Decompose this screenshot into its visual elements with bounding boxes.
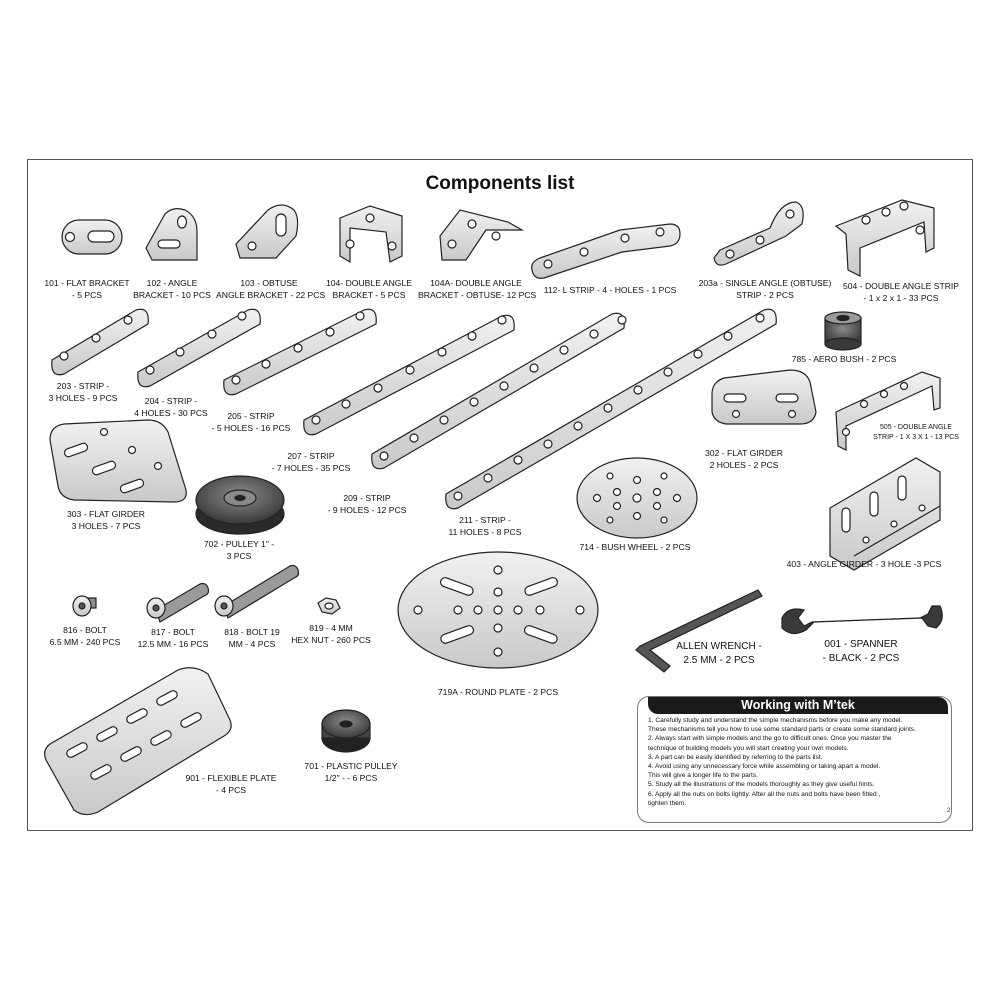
instruction-line: technique of building models you will start creating your own models. bbox=[648, 744, 849, 752]
label-702: 702 - PULLEY 1" - 3 PCS bbox=[203, 539, 275, 561]
flat-bracket-part bbox=[62, 220, 122, 254]
instruction-line: tighten them. bbox=[648, 799, 687, 807]
label-714: 714 - BUSH WHEEL - 2 PCS bbox=[579, 542, 691, 552]
label-504: 504 - DOUBLE ANGLE STRIP - 1 x 2 x 1 - 33 PCS bbox=[842, 281, 960, 303]
instruction-line: 2. Always start with simple models and the go to difficult ones. Once you master the bbox=[648, 735, 892, 743]
round-plate-part bbox=[398, 552, 598, 668]
bolt-6-5mm-part bbox=[73, 596, 96, 616]
label-112: 112- L STRIP - 4 - HOLES - 1 PCS bbox=[543, 285, 677, 295]
label-817: 817 - BOLT 12.5 MM - 16 PCS bbox=[137, 627, 209, 649]
instruction-line: This will give a longer life to the parts. bbox=[648, 772, 758, 780]
l-strip-part bbox=[532, 224, 680, 278]
instruction-line: 6. Apply all the nuts on bolts lightly. After all the nuts and bolts have been fitted , bbox=[648, 790, 881, 798]
label-101: 101 - FLAT BRACKET - 5 PCS bbox=[44, 278, 130, 300]
label-001: 001 - SPANNER - BLACK - 2 PCS bbox=[822, 639, 900, 664]
panel-heading: Working with M’tek bbox=[648, 697, 948, 714]
label-403: 403 - ANGLE GIRDER - 3 HOLE -3 PCS bbox=[786, 559, 942, 569]
label-104: 104- DOUBLE ANGLE BRACKET - 5 PCS bbox=[326, 278, 412, 300]
flat-girder-3-holes-part bbox=[50, 420, 186, 502]
label-505: 505 - DOUBLE ANGLE STRIP - 1 X 3 X 1 - 13 PCS bbox=[873, 424, 959, 441]
aero-bush-part bbox=[825, 312, 861, 350]
label-302: 302 - FLAT GIRDER 2 HOLES - 2 PCS bbox=[704, 448, 783, 470]
spanner-part bbox=[782, 606, 942, 634]
label-816: 816 - BOLT 6.5 MM - 240 PCS bbox=[49, 625, 121, 647]
instruction-line: 3. A part can be easily identified by referring to the parts list. bbox=[648, 753, 823, 761]
page-title: Components list bbox=[425, 173, 575, 194]
bolt-19mm-part bbox=[215, 566, 299, 619]
instruction-line: 4. Avoid using any unnecessary force while assembling or taking apart a model. bbox=[648, 763, 881, 771]
instruction-line: 1. Carefully study and understand the simple mechanisms before you make any model. bbox=[648, 717, 903, 724]
label-303: 303 - FLAT GIRDER 3 HOLES - 7 PCS bbox=[66, 509, 145, 531]
double-angle-strip-part bbox=[836, 200, 934, 276]
flat-girder-2-holes-part bbox=[712, 370, 816, 424]
angle-bracket-part bbox=[146, 209, 197, 260]
instruction-line: These mechanisms tell you how to use some standard parts or create some standard joints. bbox=[648, 726, 916, 734]
label-719a: 719A - ROUND PLATE - 2 PCS bbox=[437, 687, 559, 697]
single-angle-obtuse-strip-part bbox=[714, 202, 803, 265]
instruction-list bbox=[648, 716, 948, 808]
label-allen-wrench: ALLEN WRENCH - 2.5 MM - 2 PCS bbox=[676, 641, 762, 666]
label-701: 701 - PLASTIC PULLEY 1/2" - - 6 PCS bbox=[304, 761, 398, 783]
instruction-line: 5. Study all the illustrations of the models thoroughly as they give useful hints. bbox=[648, 781, 875, 789]
label-785: 785 - AERO BUSH - 2 PCS bbox=[791, 354, 897, 364]
angle-girder-part bbox=[830, 458, 940, 570]
label-207: 207 - STRIP - 7 HOLES - 35 PCS bbox=[271, 451, 351, 473]
label-102: 102 - ANGLE BRACKET - 10 PCS bbox=[133, 278, 211, 300]
label-211: 211 - STRIP - 11 HOLES - 8 PCS bbox=[448, 515, 522, 537]
double-angle-bracket-obtuse-part bbox=[440, 210, 522, 260]
bolt-12-5mm-part bbox=[147, 584, 209, 623]
label-104a: 104A- DOUBLE ANGLE BRACKET - OBTUSE- 12 PCS bbox=[418, 278, 537, 300]
label-203: 203 - STRIP - 3 HOLES - 9 PCS bbox=[48, 381, 118, 403]
hex-nut-part bbox=[318, 598, 340, 614]
label-103: 103 - OBTUSE ANGLE BRACKET - 22 PCS bbox=[216, 278, 326, 300]
bush-wheel-part bbox=[577, 458, 697, 538]
working-with-mtek-panel bbox=[637, 696, 952, 823]
label-819: 819 - 4 MM HEX NUT - 260 PCS bbox=[291, 623, 371, 645]
page-number: 2 bbox=[947, 808, 951, 814]
double-angle-bracket-part bbox=[340, 206, 402, 262]
label-205: 205 - STRIP - 5 HOLES - 16 PCS bbox=[211, 411, 291, 433]
label-818: 818 - BOLT 19 MM - 4 PCS bbox=[224, 627, 280, 649]
label-203a: 203a - SINGLE ANGLE (OBTUSE) STRIP - 2 PCS bbox=[698, 278, 832, 300]
pulley-1-inch-part bbox=[196, 476, 284, 534]
plastic-pulley-part bbox=[322, 710, 370, 752]
obtuse-angle-bracket-part bbox=[236, 205, 298, 258]
label-209: 209 - STRIP - 9 HOLES - 12 PCS bbox=[327, 493, 407, 515]
label-204: 204 - STRIP - 4 HOLES - 30 PCS bbox=[134, 396, 208, 418]
strip-3-holes-part bbox=[52, 309, 149, 374]
label-901: 901 - FLEXIBLE PLATE - 4 PCS bbox=[185, 773, 277, 795]
